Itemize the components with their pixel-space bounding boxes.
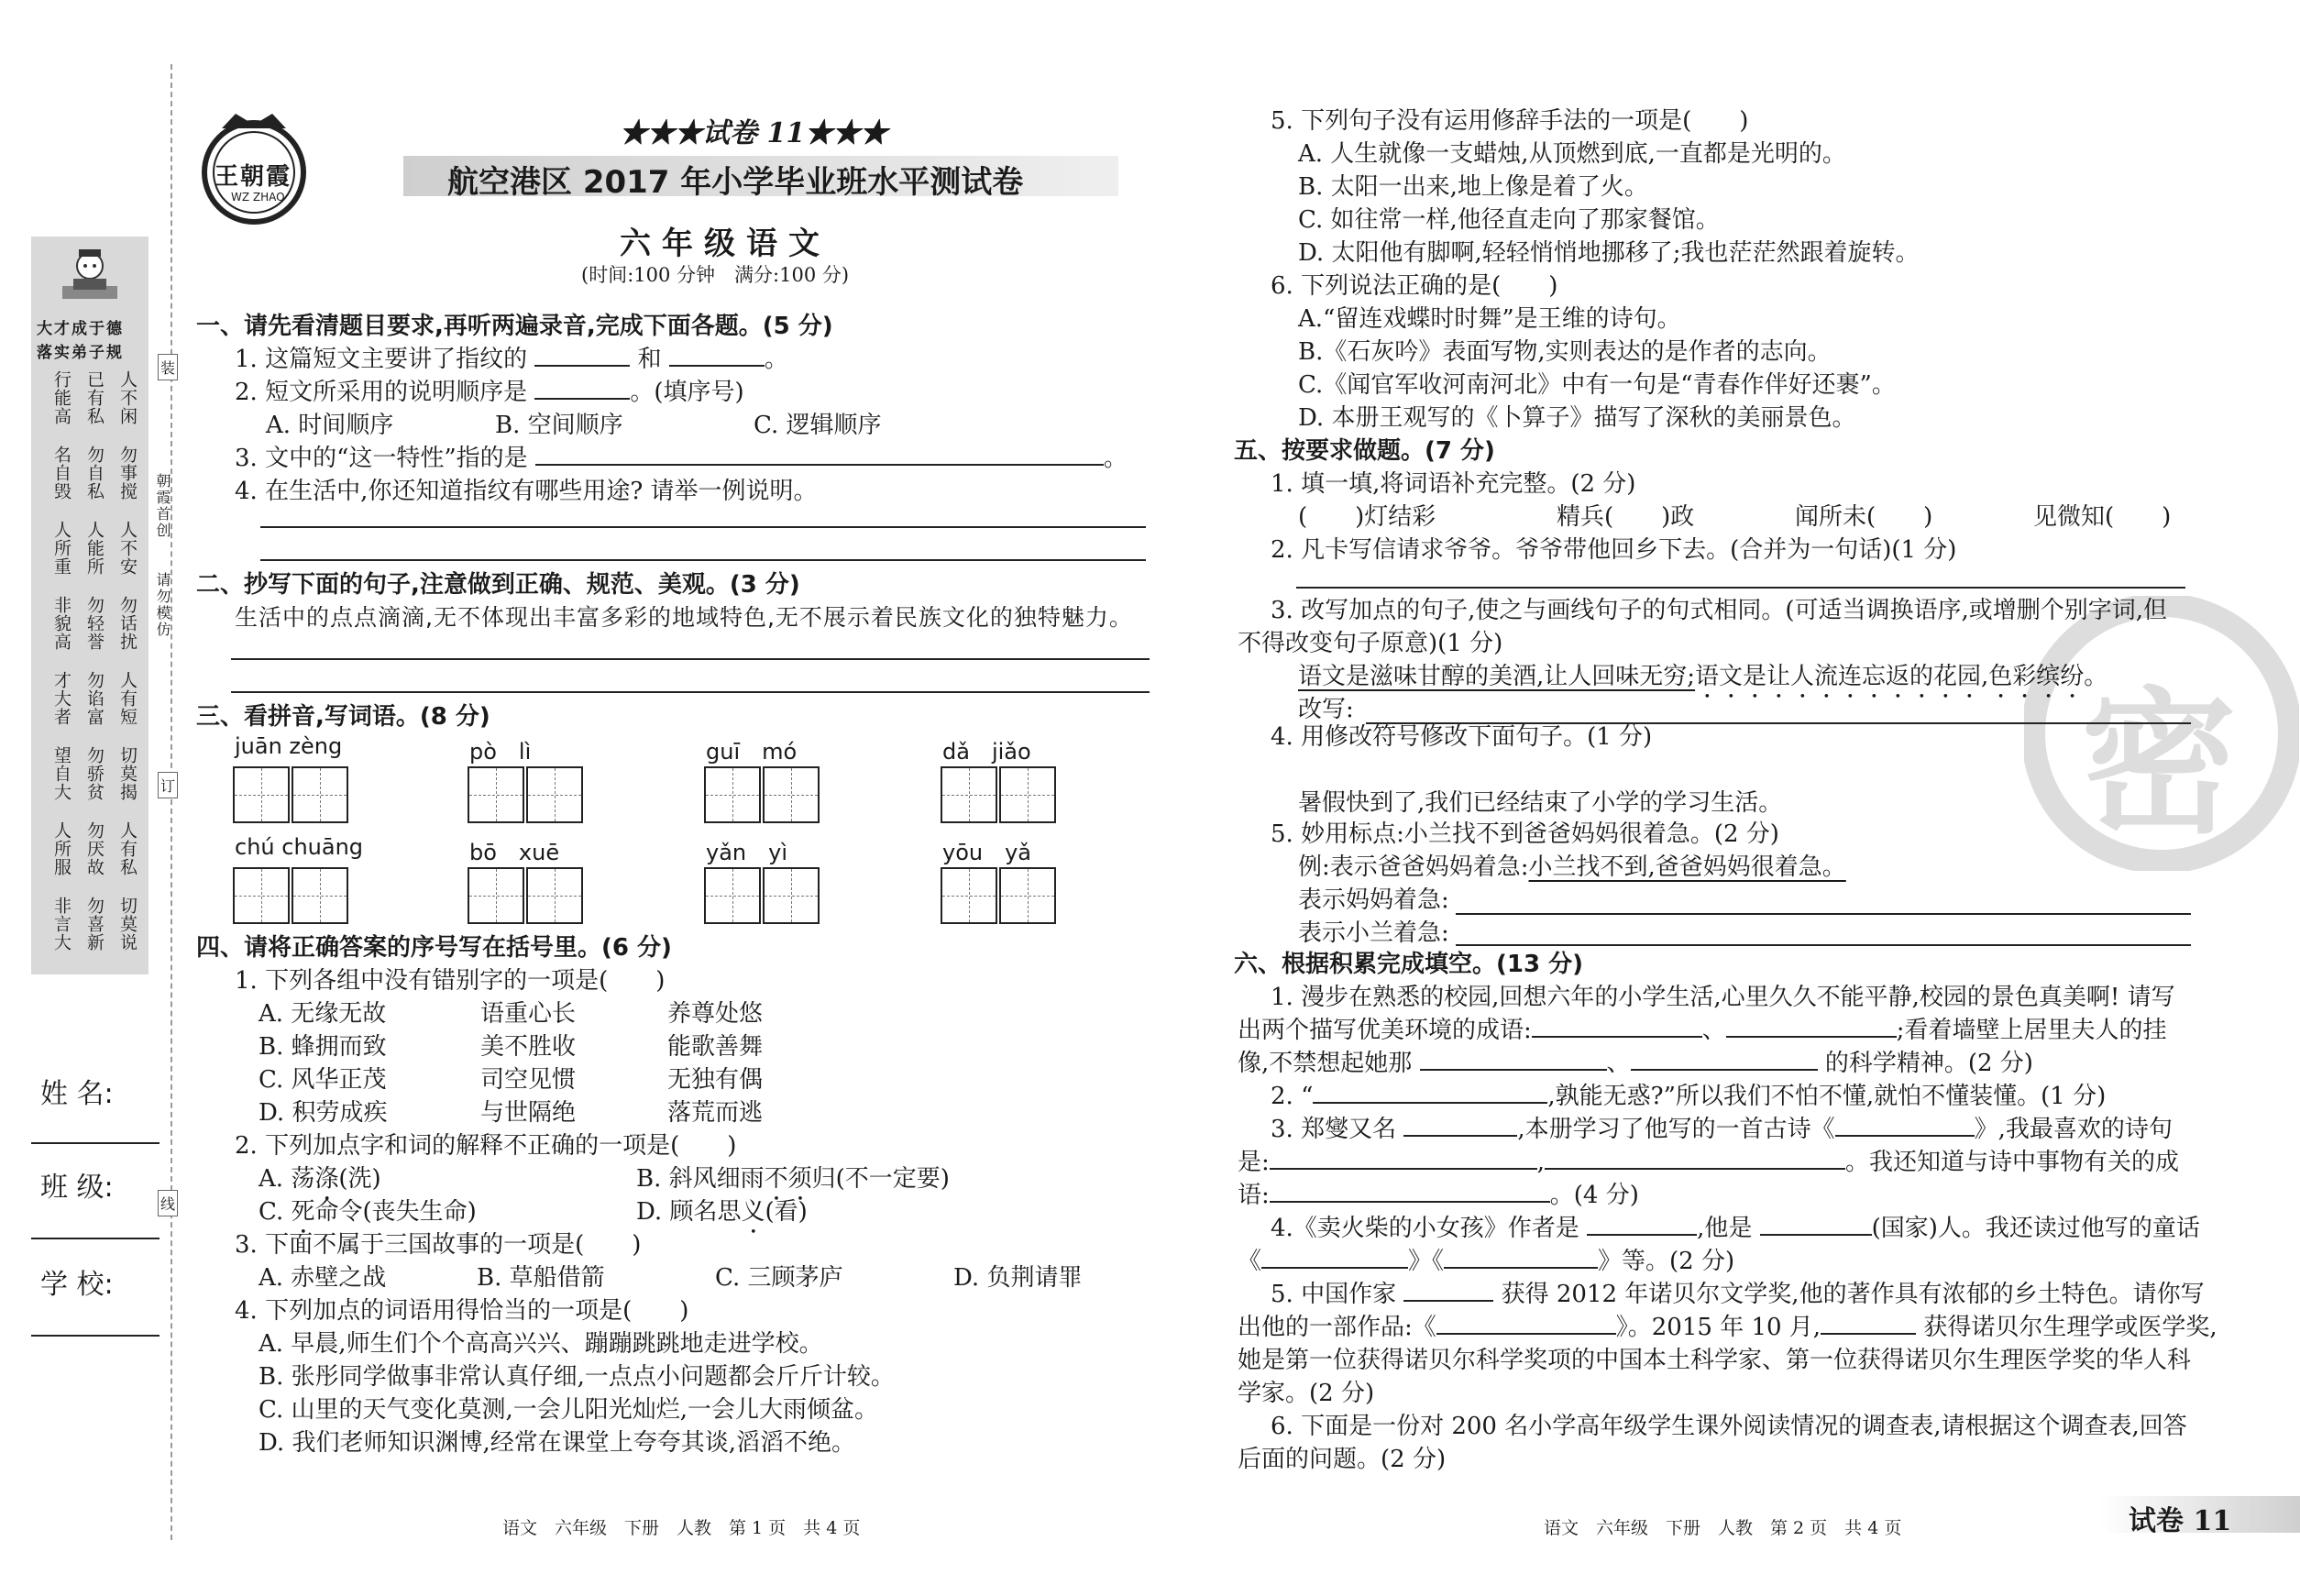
section-1-title: 一、请先看清题目要求,再听两遍录音,完成下面各题。(5 分) xyxy=(196,313,833,340)
q5-option-b: B. 太阳一出来,地上像是着了火。 xyxy=(1298,173,1648,201)
scholar-illustration xyxy=(53,246,127,314)
s5-q3-line-1: 3. 改写加点的句子,使之与画线句子的句式相同。(可适当调换语序,或增删个别字词,但 xyxy=(1271,597,2168,624)
motto-column: 勿厌故 xyxy=(84,821,105,876)
s5-q1: 1. 填一填,将词语补充完整。(2 分) xyxy=(1271,470,1636,498)
pinyin-label: guī mó xyxy=(706,739,798,765)
writing-box[interactable] xyxy=(468,766,524,823)
q6: 6. 下列说法正确的是( ) xyxy=(1271,272,1558,300)
main-title: 航空港区 2017 年小学毕业班水平测试卷 xyxy=(447,164,1024,201)
seal-label-2: 订 xyxy=(158,772,178,798)
motto-line-2: 落实弟子规 xyxy=(37,344,124,362)
s4-q3-option-c: C. 三顾茅庐 xyxy=(715,1264,843,1292)
pinyin-label: dǎ jiǎo xyxy=(942,739,1031,765)
name-label: 姓 名: xyxy=(40,1078,114,1110)
motto-column: 切莫说 xyxy=(117,897,138,952)
s5-q5-lan-line[interactable] xyxy=(1456,944,2191,946)
s4-q2-option-d: D. 顾名思义(看) xyxy=(636,1198,808,1226)
s4-q4-option-b: B. 张彤同学做事非常认真仔细,一点点小问题都会斤斤计较。 xyxy=(259,1363,895,1391)
pinyin-label: juān zèng xyxy=(235,733,343,759)
s6-q1-line-1: 1. 漫步在熟悉的校园,回想六年的小学生活,心里久久不能平静,校园的景色真美啊! 请写 xyxy=(1271,984,2175,1011)
s6-q2-blank[interactable] xyxy=(1313,1102,1547,1104)
s4-q4-option-d: D. 我们老师知识渊博,经常在课堂上夸夸其谈,滔滔不绝。 xyxy=(259,1429,855,1457)
s1-q4: 4. 在生活中,你还知道指纹有哪些用途? 请举一例说明。 xyxy=(235,478,818,505)
writing-box[interactable] xyxy=(526,766,583,823)
logo-text: 王朝霞 xyxy=(215,163,292,191)
writing-box[interactable] xyxy=(999,766,1056,823)
s1-q3: 3. 文中的“这一特性”指的是 。 xyxy=(235,445,1128,472)
q6-option-c: C.《闻官军收河南河北》中有一句是“青春作伴好还裹”。 xyxy=(1298,371,1896,399)
s4-q2-option-a: A. 荡涤(洗) xyxy=(259,1165,381,1193)
s2-sentence: 生活中的点点滴滴,无不体现出丰富多彩的地域特色,无不展示着民族文化的独特魅力。 xyxy=(235,604,1133,631)
brand-logo xyxy=(194,108,314,231)
motto-column: 勿事搅 xyxy=(117,446,138,501)
writing-box[interactable] xyxy=(292,867,348,924)
motto-column: 人能所 xyxy=(84,521,105,576)
s6-q5-line-2: 出他的一部作品:《 》。2015 年 10 月, 获得诺贝尔生理学或医学奖, xyxy=(1238,1314,2217,1341)
pinyin-label: yōu yǎ xyxy=(942,840,1032,865)
watermark xyxy=(2024,596,2299,875)
s6-q5-blank-2[interactable] xyxy=(1436,1333,1616,1335)
s1-q2-option-c: C. 逻辑顺序 xyxy=(754,412,882,439)
s6-q4-blank-3[interactable] xyxy=(1261,1267,1408,1269)
motto-column: 名自毁 xyxy=(51,446,72,501)
s5-q5-mom-label: 表示妈妈着急: xyxy=(1298,886,1449,914)
s4-q1-option-cell: 与世隔绝 xyxy=(480,1099,577,1127)
motto-column: 人有短 xyxy=(117,671,138,726)
left-page-footer: 语文 六年级 下册 人教 第 1 页 共 4 页 xyxy=(502,1518,861,1538)
motto-column: 非貌高 xyxy=(51,596,72,651)
writing-box[interactable] xyxy=(941,766,997,823)
s4-q1-option-cell: A. 无缘无故 xyxy=(259,1000,387,1028)
q5-option-c: C. 如往常一样,他径直走向了那家餐馆。 xyxy=(1298,206,1720,234)
q6-option-d: D. 本册王观写的《卜算子》描写了深秋的美丽景色。 xyxy=(1298,404,1856,432)
s5-q4-sentence: 暑假快到了,我们已经结束了小学的学习生活。 xyxy=(1298,789,1783,817)
s5-q1-word-2[interactable]: 精兵( )政 xyxy=(1557,503,1695,531)
s6-q3-blank-4[interactable] xyxy=(1545,1168,1845,1170)
s5-q1-word-4[interactable]: 见微知( ) xyxy=(2033,503,2172,531)
s5-q1-word-1[interactable]: ( )灯结彩 xyxy=(1298,503,1436,531)
q5-option-a: A. 人生就像一支蜡烛,从顶燃到底,一直都是光明的。 xyxy=(1298,140,1846,168)
section-6-title: 六、根据积累完成填空。(13 分) xyxy=(1234,951,1583,978)
s1-q2-blank[interactable] xyxy=(534,398,630,400)
s5-q2-answer-line[interactable] xyxy=(1296,587,2185,589)
q6-option-a: A.“留连戏蝶时时舞”是王维的诗句。 xyxy=(1298,305,1681,333)
s4-q1-option-cell: 司空见惯 xyxy=(480,1066,577,1094)
q5-option-d: D. 太阳他有脚啊,轻轻悄悄地挪移了;我也茫茫然跟着旋转。 xyxy=(1298,239,1920,267)
s1-q2: 2. 短文所采用的说明顺序是 。(填序号) xyxy=(235,379,744,406)
s6-q1-blank-4[interactable] xyxy=(1631,1069,1818,1071)
s6-q1-blank-3[interactable] xyxy=(1420,1069,1607,1071)
s4-q1-option-cell: 语重心长 xyxy=(480,1000,577,1028)
motto-column: 勿自私 xyxy=(84,446,105,501)
logo-subtext: WZ ZHAO xyxy=(231,191,285,204)
motto-column: 勿轻誉 xyxy=(84,596,105,651)
s1-q2-option-a: A. 时间顺序 xyxy=(266,412,394,439)
s4-q2-option-b: B. 斜风细雨不须归(不一定要) xyxy=(636,1165,950,1193)
side-note-original: 朝霞首创 xyxy=(154,473,171,539)
s6-q1-line-3: 像,不禁想起她那 、 的科学精神。(2 分) xyxy=(1238,1050,2033,1077)
s4-q3-option-a: A. 赤壁之战 xyxy=(259,1264,387,1292)
s6-q4-line-1: 4.《卖火柴的小女孩》作者是 ,他是 (国家)人。我还读过他写的童话 xyxy=(1271,1215,2200,1242)
s5-q5-example: 例:表示爸爸妈妈着急:小兰找不到,爸爸妈妈很着急。 xyxy=(1298,853,1846,881)
pinyin-label: yǎn yì xyxy=(706,840,787,865)
s5-q3-sentence xyxy=(1298,660,2107,704)
seal-label-3: 线 xyxy=(158,1190,178,1216)
s6-q3-blank-2[interactable] xyxy=(1835,1135,1975,1137)
s6-q1-blank-2[interactable] xyxy=(1726,1036,1897,1038)
s4-q2: 2. 下列加点字和词的解释不正确的一项是( ) xyxy=(235,1132,737,1160)
s4-q1-option-cell: 能歌善舞 xyxy=(667,1033,764,1061)
s4-q2-option-c: C. 死命令(丧失生命) xyxy=(259,1198,477,1226)
writing-box[interactable] xyxy=(704,867,761,924)
s6-q1-blank-1[interactable] xyxy=(1532,1036,1702,1038)
motto-column: 勿喜新 xyxy=(84,897,105,952)
writing-box[interactable] xyxy=(704,766,761,823)
name-field[interactable] xyxy=(31,1142,160,1144)
section-2-title: 二、抄写下面的句子,注意做到正确、规范、美观。(3 分) xyxy=(196,571,800,599)
s6-q5-blank-3[interactable] xyxy=(1821,1333,1916,1335)
s4-q1-option-cell: 无独有偶 xyxy=(667,1066,764,1094)
motto-line-1: 大才成于德 xyxy=(37,320,124,338)
s1-q4-answer-line-1[interactable] xyxy=(260,526,1146,528)
s5-q5-mom-line[interactable] xyxy=(1456,913,2191,915)
s6-q3-line-2: 是: , 。我还知道与诗中事物有关的成 xyxy=(1238,1149,2180,1176)
writing-box[interactable] xyxy=(763,766,820,823)
motto-column: 才大者 xyxy=(51,671,72,726)
writing-box[interactable] xyxy=(292,766,348,823)
s4-q4: 4. 下列加点的词语用得恰当的一项是( ) xyxy=(235,1297,689,1325)
s5-q4: 4. 用修改符号修改下面句子。(1 分) xyxy=(1271,723,1653,751)
motto-column: 人所服 xyxy=(51,821,72,876)
s4-q1-option-cell: D. 积劳成疾 xyxy=(259,1099,388,1127)
pinyin-label: pò lì xyxy=(469,739,532,765)
s6-q3-blank-1[interactable] xyxy=(1403,1135,1517,1137)
s4-q1: 1. 下列各组中没有错别字的一项是( ) xyxy=(235,967,666,995)
motto-column: 人不闲 xyxy=(117,370,138,425)
s6-q2: 2. “ ,孰能无惑?”所以我们不怕不懂,就怕不懂装懂。(1 分) xyxy=(1271,1083,2107,1110)
s5-q5-lan-label: 表示小兰着急: xyxy=(1298,919,1449,947)
s6-q1-line-2: 出两个描写优美环境的成语: 、 ;看着墙壁上居里夫人的挂 xyxy=(1238,1017,2167,1044)
s6-q5-blank-1[interactable] xyxy=(1403,1300,1493,1302)
s1-q3-blank[interactable] xyxy=(535,464,1104,466)
s6-q6-line-2: 后面的问题。(2 分) xyxy=(1238,1446,1447,1473)
s4-q3-option-d: D. 负荆请罪 xyxy=(953,1264,1083,1292)
s6-q3-line-3: 语: 。(4 分) xyxy=(1238,1182,1639,1209)
motto-column: 勿谄富 xyxy=(84,671,105,726)
s5-q3-dotted-part: 语文是让人流连忘返的花园,色彩缤纷。 xyxy=(1695,663,2108,690)
s1-q1-blank-1[interactable] xyxy=(534,365,630,367)
corner-paper-label: 试卷 11 xyxy=(2129,1505,2232,1537)
writing-box[interactable] xyxy=(233,766,290,823)
section-5-title: 五、按要求做题。(7 分) xyxy=(1234,437,1495,465)
section-3-title: 三、看拼音,写词语。(8 分) xyxy=(196,703,490,731)
binding-dashed-line xyxy=(171,64,172,1540)
pinyin-label: chú chuāng xyxy=(235,834,364,860)
s6-q4-line-2: 《 》《 》等。(2 分) xyxy=(1238,1248,1735,1275)
seal-label-1: 装 xyxy=(158,354,178,380)
motto-column: 勿话扰 xyxy=(117,596,138,651)
s4-q1-option-cell: 落荒而逃 xyxy=(667,1099,764,1127)
s4-q1-option-cell: C. 风华正茂 xyxy=(259,1066,387,1094)
s1-q1-blank-2[interactable] xyxy=(669,365,765,367)
school-label: 学 校: xyxy=(40,1269,114,1301)
writing-box[interactable] xyxy=(999,867,1056,924)
s1-q1: 1. 这篇短文主要讲了指纹的 和 。 xyxy=(235,346,788,373)
school-field[interactable] xyxy=(31,1335,160,1337)
writing-box[interactable] xyxy=(941,867,997,924)
paper-number-stars: ★★★试卷 11★★★ xyxy=(620,117,888,149)
s6-q4-blank-2[interactable] xyxy=(1760,1234,1872,1236)
s6-q4-blank-4[interactable] xyxy=(1444,1267,1598,1269)
s6-q5-line-1: 5. 中国作家 获得 2012 年诺贝尔文学奖,他的著作具有浓郁的乡土特色。请你写 xyxy=(1271,1281,2205,1308)
s4-q3-option-b: B. 草船借箭 xyxy=(477,1264,605,1292)
s4-q1-option-cell: 养尊处悠 xyxy=(667,1000,764,1028)
class-field[interactable] xyxy=(31,1238,160,1239)
q5: 5. 下列句子没有运用修辞手法的一项是( ) xyxy=(1271,107,1749,135)
s6-q3-blank-3[interactable] xyxy=(1270,1168,1537,1170)
motto-column: 行能高 xyxy=(51,370,72,425)
motto-column: 人不安 xyxy=(117,521,138,576)
s2-answer-line-2[interactable] xyxy=(231,691,1150,693)
motto-column: 非言大 xyxy=(51,897,72,952)
s5-q1-word-3[interactable]: 闻所未( ) xyxy=(1795,503,1933,531)
side-note-no-copy: 请勿模仿 xyxy=(154,572,171,638)
s4-q3: 3. 下面不属于三国故事的一项是( ) xyxy=(235,1231,642,1259)
s5-q3-line-2: 不得改变句子原意)(1 分) xyxy=(1238,630,1503,657)
motto-column: 望自大 xyxy=(51,746,72,801)
s5-q3-rewrite-label: 改写: xyxy=(1298,696,1354,723)
motto-column: 已有私 xyxy=(84,370,105,425)
s1-q4-answer-line-2[interactable] xyxy=(260,559,1146,561)
right-page-footer: 语文 六年级 下册 人教 第 2 页 共 4 页 xyxy=(1544,1518,1902,1538)
watermark-char: 密 xyxy=(2081,674,2238,855)
writing-box[interactable] xyxy=(468,867,524,924)
motto-sidebar xyxy=(31,237,149,974)
motto-columns xyxy=(40,370,143,966)
time-note: (时间:100 分钟 满分:100 分) xyxy=(581,264,850,286)
s5-q3-underlined-part: 语文是滋味甘醇的美酒,让人回味无穷; xyxy=(1298,663,1696,690)
motto-column: 人有私 xyxy=(117,821,138,876)
s6-q3-line-1: 3. 郑燮又名 ,本册学习了他写的一首古诗《 》,我最喜欢的诗句 xyxy=(1271,1116,2173,1143)
q6-option-b: B.《石灰吟》表面写物,实则表达的是作者的志向。 xyxy=(1298,338,1832,366)
s4-q4-option-a: A. 早晨,师生们个个高高兴兴、蹦蹦跳跳地走进学校。 xyxy=(259,1330,823,1358)
writing-box[interactable] xyxy=(233,867,290,924)
s6-q5-line-3: 她是第一位获得诺贝尔科学奖项的中国本土科学家、第一位获得诺贝尔生理医学奖的华人科 xyxy=(1238,1347,2192,1374)
s2-answer-line-1[interactable] xyxy=(231,658,1150,660)
s1-q2-option-b: B. 空间顺序 xyxy=(495,412,623,439)
s5-q2: 2. 凡卡写信请求爷爷。爷爷带他回乡下去。(合并为一句话)(1 分) xyxy=(1271,536,1957,564)
writing-box[interactable] xyxy=(763,867,820,924)
section-4-title: 四、请将正确答案的序号写在括号里。(6 分) xyxy=(196,934,672,962)
pinyin-label: bō xuē xyxy=(469,840,560,865)
motto-column: 切莫揭 xyxy=(117,746,138,801)
s4-q1-option-cell: 美不胜收 xyxy=(480,1033,577,1061)
class-label: 班 级: xyxy=(40,1172,114,1204)
motto-column: 人所重 xyxy=(51,521,72,576)
writing-box[interactable] xyxy=(526,867,583,924)
s6-q5-line-4: 学家。(2 分) xyxy=(1238,1380,1375,1407)
s6-q6-line-1: 6. 下面是一份对 200 名小学高年级学生课外阅读情况的调查表,请根据这个调查表,回答 xyxy=(1271,1413,2187,1440)
motto-column: 勿骄贫 xyxy=(84,746,105,801)
s6-q4-blank-1[interactable] xyxy=(1587,1234,1697,1236)
s5-q5: 5. 妙用标点:小兰找不到爸爸妈妈很着急。(2 分) xyxy=(1271,820,1779,848)
subject-title: 六年级语文 xyxy=(620,226,831,262)
s4-q1-option-cell: B. 蜂拥而致 xyxy=(259,1033,387,1061)
s6-q3-blank-5[interactable] xyxy=(1270,1201,1550,1203)
s4-q4-option-c: C. 山里的天气变化莫测,一会儿阳光灿烂,一会儿大雨倾盆。 xyxy=(259,1396,879,1424)
